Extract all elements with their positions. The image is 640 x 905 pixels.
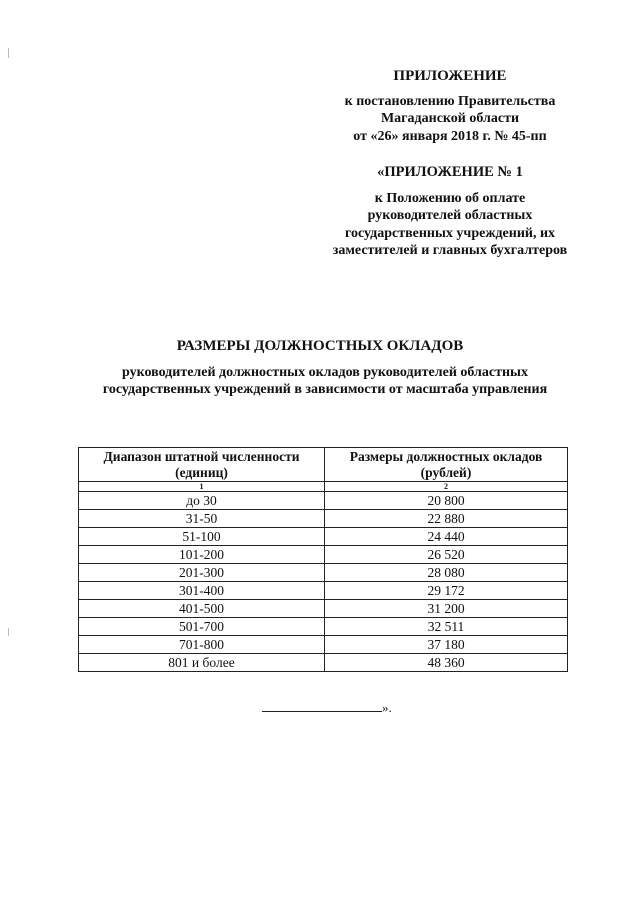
- subtitle-line: государственных учреждений в зависимости от масштаба управления: [102, 382, 548, 397]
- appendix-title: ПРИЛОЖЕНИЕ: [393, 68, 507, 84]
- table-row: [79, 618, 568, 636]
- staff-range-cell: 401-500: [79, 600, 325, 618]
- table-row: [79, 492, 568, 510]
- table-row: [79, 654, 568, 672]
- table-row: [79, 636, 568, 654]
- salary-cell: 29 172: [325, 582, 568, 600]
- salary-cell: 24 440: [325, 528, 568, 546]
- appendix-number-title: «ПРИЛОЖЕНИЕ № 1: [377, 164, 523, 180]
- table-row: [79, 564, 568, 582]
- table-row: [79, 582, 568, 600]
- table-row: [79, 600, 568, 618]
- staff-range-cell: до 30: [79, 492, 325, 510]
- closing-mark: [262, 700, 392, 716]
- appendix-header: [300, 68, 600, 260]
- salary-cell: 37 180: [325, 636, 568, 654]
- regulation-line: к Положению об оплате: [374, 190, 526, 206]
- salary-cell: 28 080: [325, 564, 568, 582]
- document-title: РАЗМЕРЫ ДОЛЖНОСТНЫХ ОКЛАДОВ: [176, 338, 464, 354]
- table-row: [79, 528, 568, 546]
- decree-date-line: от «26» января 2018 г. № 45-пп: [353, 128, 547, 144]
- staff-range-cell: 801 и более: [79, 654, 325, 672]
- closing-quote: ».: [382, 700, 392, 715]
- scan-edge-mark: [8, 48, 9, 58]
- scan-edge-mark: [8, 628, 9, 636]
- column-number: 1: [79, 482, 325, 492]
- document-subtitle: [75, 364, 575, 398]
- subtitle-line: руководителей должностных окладов руководителей областных: [121, 365, 528, 380]
- salary-cell: 22 880: [325, 510, 568, 528]
- staff-range-cell: 51-100: [79, 528, 325, 546]
- regulation-line: руководителей областных: [367, 208, 533, 223]
- table-row: [79, 510, 568, 528]
- column-header-staff-range: Диапазон штатной численности (единиц): [79, 448, 325, 482]
- salary-table: [78, 447, 568, 672]
- staff-range-cell: 501-700: [79, 618, 325, 636]
- salary-cell: 26 520: [325, 546, 568, 564]
- decree-line: Магаданской области: [380, 111, 520, 126]
- salary-cell: 48 360: [325, 654, 568, 672]
- closing-line: [262, 701, 382, 712]
- staff-range-cell: 301-400: [79, 582, 325, 600]
- regulation-line: государственных учреждений, их: [344, 225, 556, 241]
- salary-cell: 32 511: [325, 618, 568, 636]
- staff-range-cell: 201-300: [79, 564, 325, 582]
- salary-cell: 31 200: [325, 600, 568, 618]
- column-header-salary: Размеры должностных окладов (рублей): [325, 448, 568, 482]
- decree-line: к постановлению Правительства: [344, 93, 556, 109]
- regulation-line: заместителей и главных бухгалтеров: [332, 243, 568, 258]
- staff-range-cell: 31-50: [79, 510, 325, 528]
- staff-range-cell: 101-200: [79, 546, 325, 564]
- staff-range-cell: 701-800: [79, 636, 325, 654]
- column-number: 2: [325, 482, 568, 492]
- salary-cell: 20 800: [325, 492, 568, 510]
- table-row: [79, 546, 568, 564]
